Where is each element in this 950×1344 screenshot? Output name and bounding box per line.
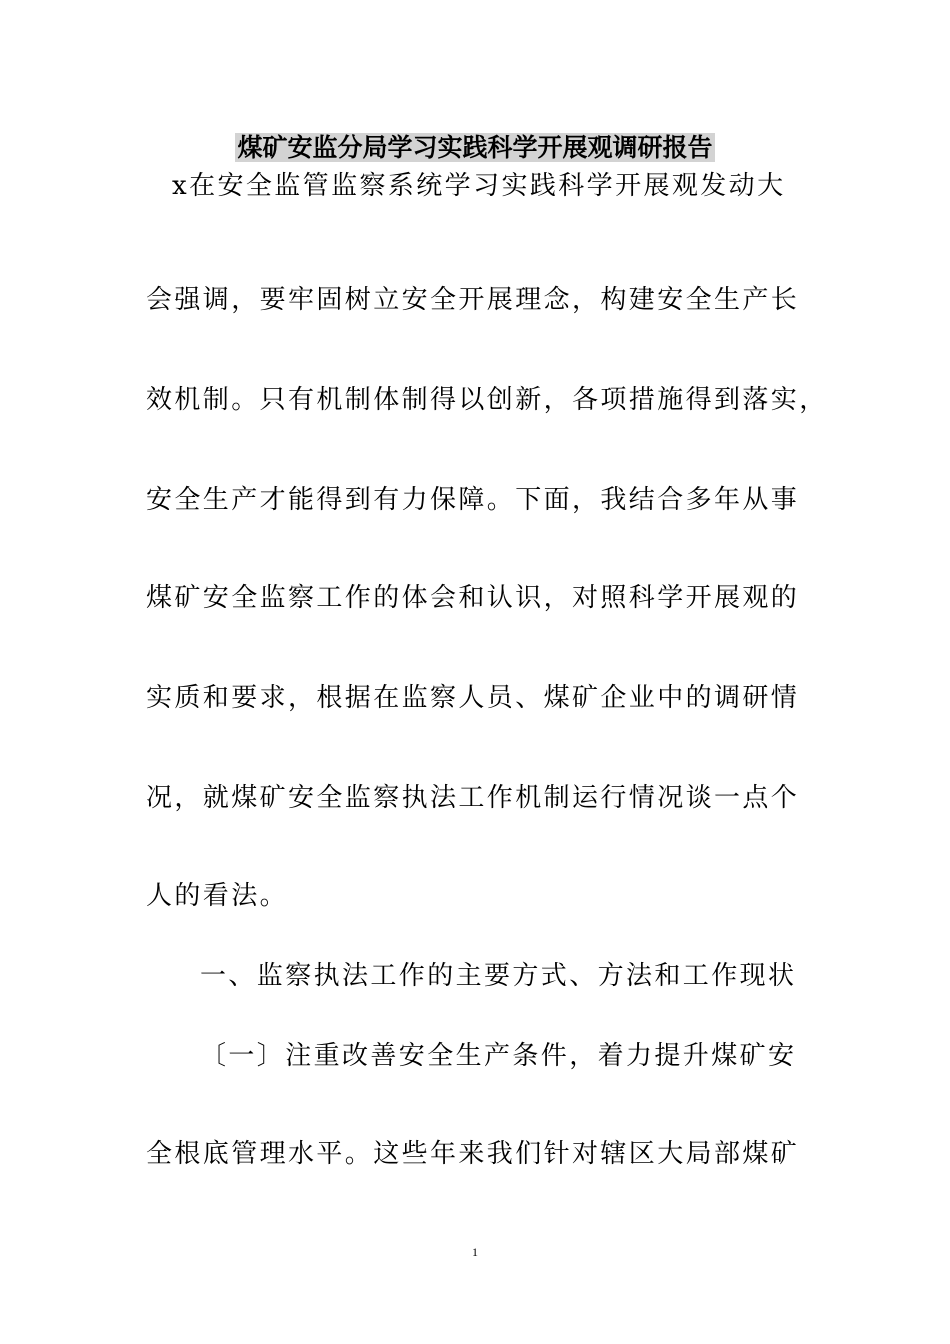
section-heading: 一、监察执法工作的主要方式、方法和工作现状 (200, 961, 797, 991)
paragraph-line-8: 人的看法。 (146, 881, 289, 911)
title-text: 煤矿安监分局学习实践科学开展观调研报告 (237, 133, 713, 162)
paragraph-line-5: 煤矿安全监察工作的体会和认识，对照科学开展观的 (146, 583, 800, 613)
paragraph-line-1: x在安全监管监察系统学习实践科学开展观发动大 (172, 171, 786, 201)
paragraph-line-2: 会强调，要牢固树立安全开展理念，构建安全生产长 (146, 285, 800, 315)
paragraph-line-6: 实质和要求，根据在监察人员、煤矿企业中的调研情 (146, 683, 800, 713)
page-number: 1 (472, 1245, 478, 1259)
document-title (0, 128, 950, 168)
paragraph-line-4: 安全生产才能得到有力保障。下面，我结合多年从事 (146, 485, 800, 515)
paragraph-line-7: 况，就煤矿安全监察执法工作机制运行情况谈一点个 (146, 783, 800, 813)
paragraph-line-3: 效机制。只有机制体制得以创新，各项措施得到落实， (146, 385, 828, 415)
paragraph-line-10: 〔一〕注重改善安全生产条件，着力提升煤矿安 (200, 1041, 797, 1071)
paragraph-line-11: 全根底管理水平。这些年来我们针对辖区大局部煤矿 (146, 1139, 800, 1169)
